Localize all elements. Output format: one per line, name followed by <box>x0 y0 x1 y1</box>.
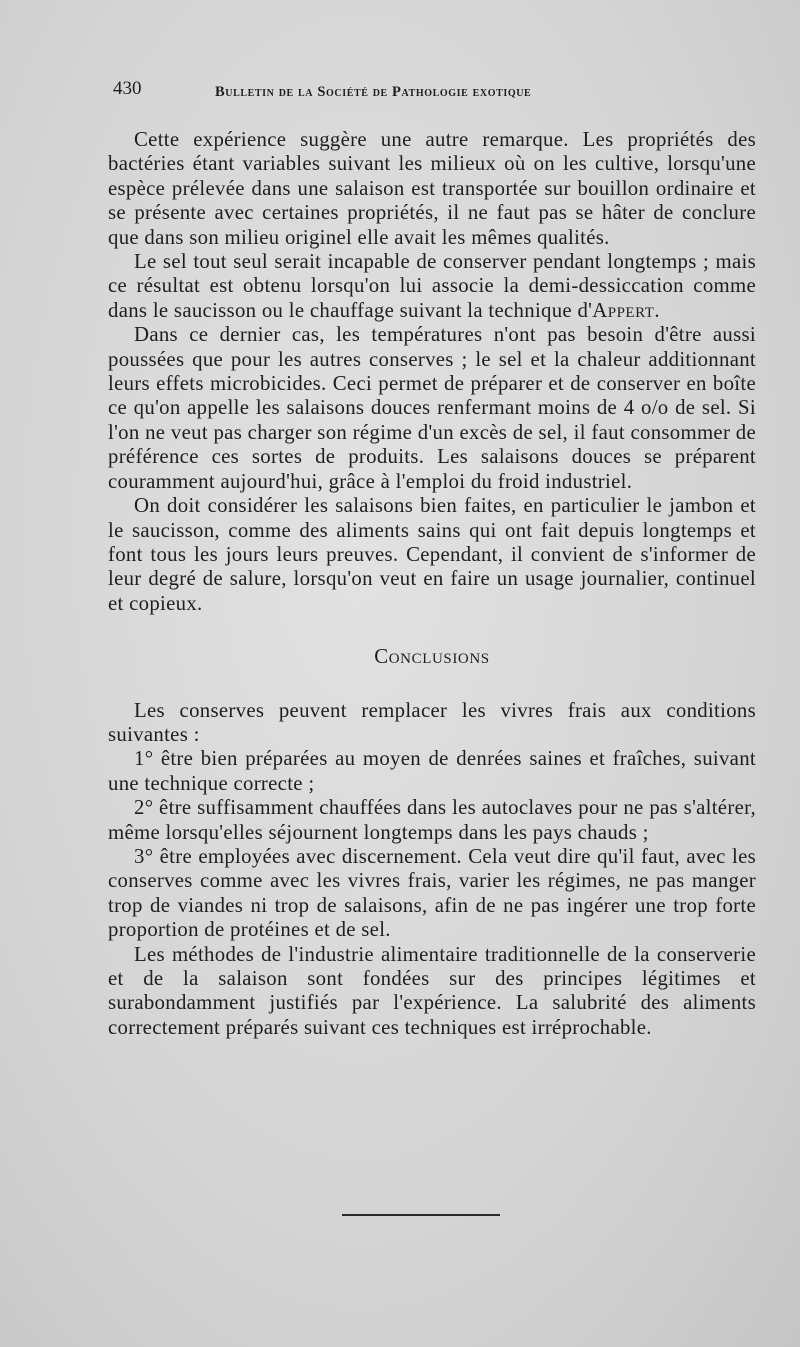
page-number: 430 <box>113 78 142 99</box>
article-body <box>108 128 756 1040</box>
paragraph-1: Cette expérience suggère une autre remarque. Les propriétés des bactéries étant variables suivant les milieux où on les cultive, lorsqu'une espèce prélevée dans une salaison est transportée sur bouillon ordinaire et se présente avec certaines propriétés, il ne faut pas se hâter de conclure que dans son milieu originel elle avait les mêmes qualités. <box>108 128 756 249</box>
end-rule <box>342 1214 500 1216</box>
paragraph-3: Dans ce dernier cas, les températures n'ont pas besoin d'être aussi poussées que pour les autres conserves ; le sel et la chaleur additionnant leurs effets microbicides. Ceci permet de préparer et de conserver en boîte ce qu'on appelle les salaisons douces renfermant moins de 4 o/o de sel. Si l'on ne veut pas charger son régime d'un excès de sel, il faut consommer de préférence ces sortes de produits. Les salaisons douces se préparent couramment aujourd'hui, grâce à l'emploi du froid industriel. <box>108 323 756 493</box>
paragraph-2-end: . <box>654 298 660 322</box>
conclusions-intro: Les conserves peuvent remplacer les vivres frais aux conditions suivantes : <box>108 698 756 746</box>
conclusion-final: Les méthodes de l'industrie alimentaire traditionnelle de la conserverie et de la salaison sont fondées sur des principes légitimes et surabondamment justifiés par l'expérience. La salubrité des aliments correctement préparés suivant ces techniques est irréprochable. <box>108 942 756 1039</box>
conclusion-item-1: 1° être bien préparées au moyen de denrées saines et fraîches, suivant une technique correcte ; <box>108 747 756 795</box>
conclusion-item-3: 3° être employées avec discernement. Cela veut dire qu'il faut, avec les conserves comme avec les vivres frais, varier les régimes, ne pas manger trop de viandes ni trop de salaisons, afin de ne pas ingérer une trop forte proportion de protéines et de sel. <box>108 844 756 942</box>
paragraph-4: On doit considérer les salaisons bien faites, en particulier le jambon et le saucisson, comme des aliments sains qui ont fait depuis longtemps et font tous les jours leurs preuves. Cependant, il convient de s'informer de leur degré de salure, lorsqu'on veut en faire un usage journalier, continuel et copieux. <box>108 494 756 615</box>
paragraph-2 <box>108 250 756 323</box>
conclusions-heading: Conclusions <box>374 645 490 669</box>
paragraph-2-text: Le sel tout seul serait incapable de conserver pendant longtemps ; mais ce résultat est obtenu lorsqu'on lui associe la demi-dessiccation comme dans le saucisson ou le chauffage suivant la technique d' <box>108 250 756 322</box>
conclusion-item-2: 2° être suffisamment chauffées dans les autoclaves pour ne pas s'altérer, même lorsqu'elles séjournent longtemps dans les pays chauds ; <box>108 796 756 844</box>
author-name-appert: Appert <box>592 298 655 322</box>
running-title: Bulletin de la Société de Pathologie exotique <box>215 84 532 100</box>
running-header <box>113 78 673 104</box>
